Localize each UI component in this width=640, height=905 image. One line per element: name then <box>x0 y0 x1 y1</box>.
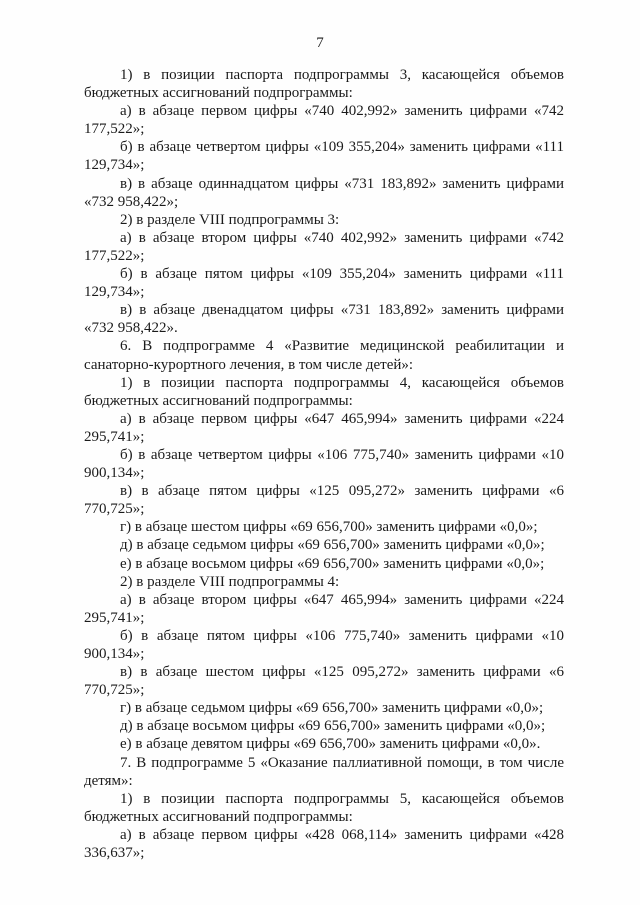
paragraph-passport-5: 1) в позиции паспорта подпрограммы 5, касающейся объемов бюджетных ассигнований подпрограммы: <box>84 790 564 825</box>
paragraph-subprogram-5: 7. В подпрограмме 5 «Оказание паллиативной помощи, в том числе детям»: <box>84 754 564 789</box>
paragraph-item-b: б) в абзаце пятом цифры «106 775,740» заменить цифрами «10 900,134»; <box>84 627 564 662</box>
paragraph-item-d: д) в абзаце восьмом цифры «69 656,700» заменить цифрами «0,0»; <box>120 718 546 735</box>
paragraph-item-v: в) в абзаце шестом цифры «125 095,272» заменить цифрами «6 770,725»; <box>84 664 564 699</box>
page-number: 7 <box>316 35 324 51</box>
paragraph-item-a: а) в абзаце первом цифры «647 465,994» заменить цифрами «224 295,741»; <box>84 410 564 445</box>
paragraph-item-b: б) в абзаце пятом цифры «109 355,204» заменить цифрами «111 129,734»; <box>84 266 564 301</box>
paragraph-section-viii-3: 2) в разделе VIII подпрограммы 3: <box>120 211 340 228</box>
paragraph-item-e: е) в абзаце восьмом цифры «69 656,700» заменить цифрами «0,0»; <box>120 555 545 572</box>
paragraph-item-v: в) в абзаце двенадцатом цифры «731 183,892» заменить цифрами «732 958,422». <box>84 302 564 337</box>
paragraph-passport-3: 1) в позиции паспорта подпрограммы 3, касающейся объемов бюджетных ассигнований подпрограммы: <box>84 67 564 102</box>
paragraph-item-e: е) в абзаце девятом цифры «69 656,700» заменить цифрами «0,0». <box>120 736 541 753</box>
paragraph-item-b: б) в абзаце четвертом цифры «109 355,204» заменить цифрами «111 129,734»; <box>84 139 564 174</box>
paragraph-item-v: в) в абзаце одиннадцатом цифры «731 183,892» заменить цифрами «732 958,422»; <box>84 175 564 210</box>
document-body <box>84 66 564 862</box>
paragraph-subprogram-4: 6. В подпрограмме 4 «Развитие медицинской реабилитации и санаторно-курортного лечения, в том числе детей»: <box>84 338 564 373</box>
paragraph-item-a: а) в абзаце первом цифры «740 402,992» заменить цифрами «742 177,522»; <box>84 103 564 138</box>
paragraph-item-a: а) в абзаце втором цифры «647 465,994» заменить цифрами «224 295,741»; <box>84 591 564 626</box>
paragraph-section-viii-4: 2) в разделе VIII подпрограммы 4: <box>120 573 340 590</box>
paragraph-item-a: а) в абзаце первом цифры «428 068,114» заменить цифрами «428 336,637»; <box>84 826 564 862</box>
paragraph-item-a: а) в абзаце втором цифры «740 402,992» заменить цифрами «742 177,522»; <box>84 229 564 264</box>
paragraph-passport-4: 1) в позиции паспорта подпрограммы 4, касающейся объемов бюджетных ассигнований подпрограммы: <box>84 374 564 409</box>
paragraph-item-b: б) в абзаце четвертом цифры «106 775,740» заменить цифрами «10 900,134»; <box>84 446 564 482</box>
paragraph-item-d: д) в абзаце седьмом цифры «69 656,700» заменить цифрами «0,0»; <box>120 537 545 554</box>
paragraph-item-v: в) в абзаце пятом цифры «125 095,272» заменить цифрами «6 770,725»; <box>84 483 564 518</box>
paragraph-item-g: г) в абзаце шестом цифры «69 656,700» заменить цифрами «0,0»; <box>120 519 538 536</box>
paragraph-item-g: г) в абзаце седьмом цифры «69 656,700» заменить цифрами «0,0»; <box>120 700 544 717</box>
